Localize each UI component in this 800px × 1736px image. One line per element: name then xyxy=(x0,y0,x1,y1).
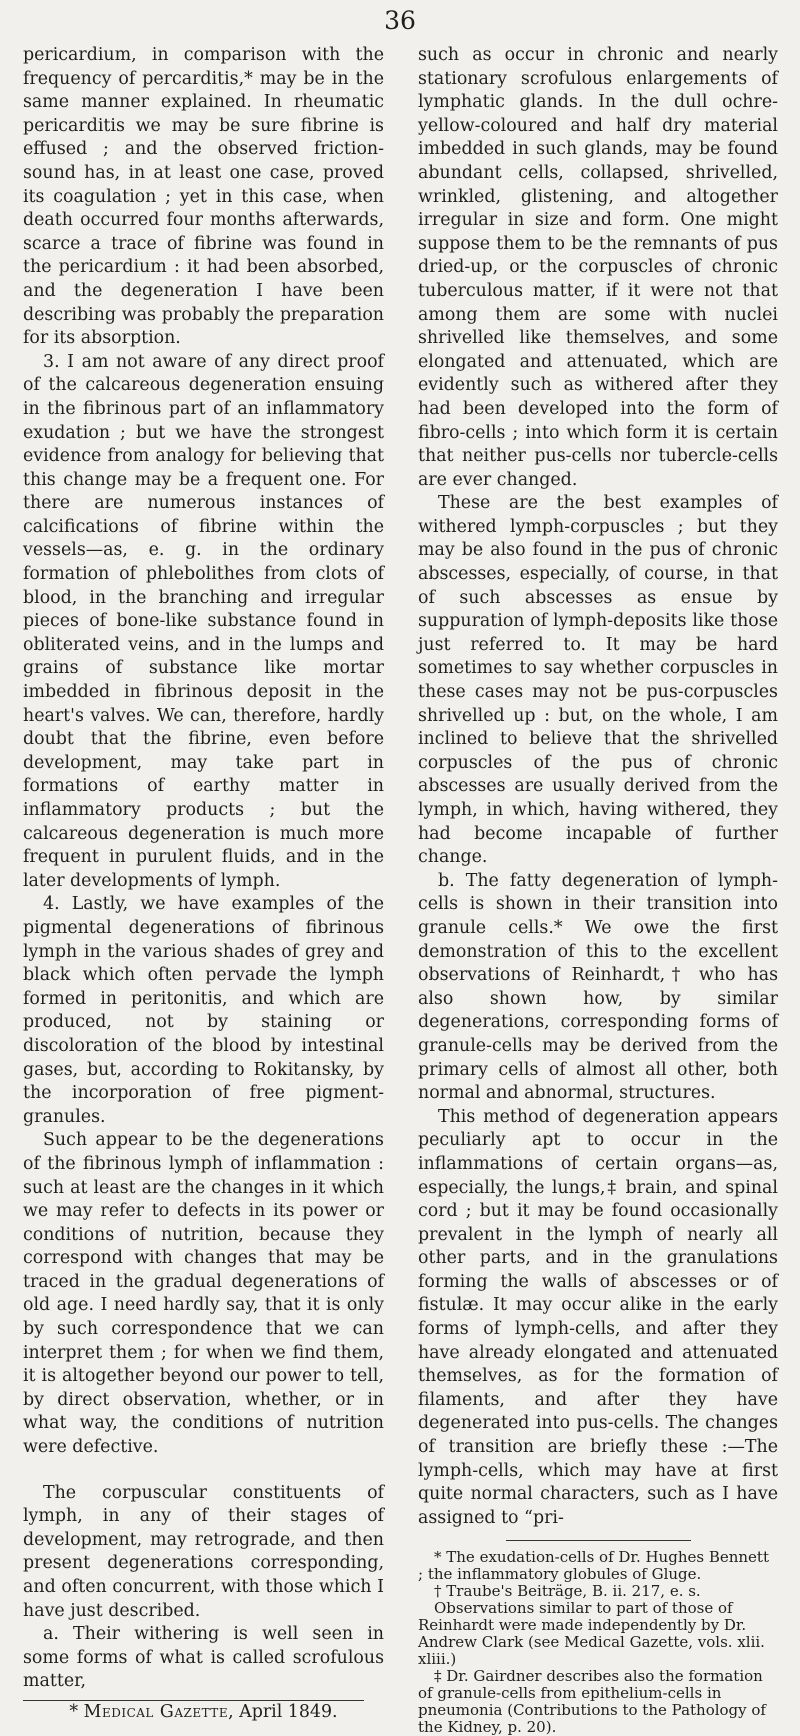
paragraph: These are the best examples of withered lymph-corpuscles ; but they may be also found in the pus of chronic abscesses, especially, of course, in that of such abscesses as ensue by suppuration of lymph-deposits like those just referred to. It may be hard sometimes to say whether corpuscles in these cases may not be pus-corpuscles shrivelled up : but, on the whole, I am inclined to believe that the shrivelled corpuscles of the pus of chronic abscesses are usually derived from the lymph, in which, having withered, they had become incapable of further change. xyxy=(418,493,778,868)
paragraph: 4. Lastly, we have examples of the pigmental degenerations of fibrinous lymph in the various shades of grey and black which often pervade the lymph formed in peritonitis, and which are produced, not by staining or discoloration of the blood by intestinal gases, but, according to Rokitansky, by the incorporation of free pigment-granules. xyxy=(23,894,384,1127)
footnote: * The exudation-cells of Dr. Hughes Bennett ; the inflammatory globules of Gluge. xyxy=(418,1548,769,1584)
paragraph: such as occur in chronic and nearly stationary scrofulous enlargements of lymphatic glands. In the dull ochre-yellow-coloured and half dry material imbedded in such glands, may be found abundant cells, collapsed, shrivelled, wrinkled, glistening, and altogether irregular in size and form. One might suppose them to be the remnants of pus dried-up, or the corpuscles of chronic tuberculous matter, if it were not that among them are some with nuclei shrivelled like themselves, and some elongated and attenuated, which are evidently such as withered after they had been developed into the form of fibro-cells ; into which form it is certain that neither pus-cells nor tubercle-cells are ever changed. xyxy=(418,45,778,490)
footnote xyxy=(23,1701,384,1725)
footnote-date: , April 1849. xyxy=(228,1701,338,1722)
footnote: † Traube's Beiträge, B. ii. 217, e. s. xyxy=(434,1582,701,1601)
footnote: Observations similar to part of those of Reinhardt were made independently by Dr. Andrew Clark (see Medical Gazette, vols. xlii. xliii.) xyxy=(418,1599,765,1669)
left-column xyxy=(23,44,384,1725)
footnote: ‡ Dr. Gairdner describes also the formation of granule-cells from epithelium-cells in pneumonia (Contributions to the Pathology of the Kidney, p. 20). xyxy=(418,1667,766,1736)
paragraph: This method of degeneration appears peculiarly apt to occur in the inflammations of certain organs—as, especially, the lungs,‡ brain, and spinal cord ; but it may be found occasionally prevalent in the lymph of nearly all other parts, and in the granulations forming the walls of abscesses or of fistulæ. It may occur alike in the early forms of lymph-cells, and after they have already elongated and attenuated themselves, as for the formation of filaments, and after they have degenerated into pus-cells. The changes of transition are briefly these :—The lymph-cells, which may have at first quite normal characters, such as I have assigned to “pri- xyxy=(418,1106,778,1528)
right-column xyxy=(418,44,778,1736)
paragraph: Such appear to be the degenerations of the fibrinous lymph of inflammation : such at least are the changes in it which we may refer to defects in its power or conditions of nutrition, because they correspond with changes that may be traced in the gradual degenerations of old age. I need hardly say, that it is only by such correspondence that we can interpret them ; for when we find them, it is altogether beyond our power to tell, by direct observation, whether, or in what way, the conditions of nutrition were defective. xyxy=(23,1130,384,1458)
paragraph: The corpuscular constituents of lymph, in any of their stages of development, may retrograde, and then present degenerations corresponding, and often concurrent, with those which I have just described. xyxy=(23,1482,384,1621)
paragraph: a. Their withering is well seen in some forms of what is called scrofulous matter, xyxy=(23,1624,384,1692)
footnote-source: Medical Gazette xyxy=(83,1701,229,1722)
paragraph: 3. I am not aware of any direct proof of the calcareous degeneration ensuing in the fibrinous part of an inflammatory exudation ; but we have the strongest evidence from analogy for believing that this change may be a frequent one. For there are numerous instances of calcifications of fibrine within the vessels—as, e. g. in the ordinary formation of phlebolithes from clots of blood, in the branching and irregular pieces of bone-like substance found in obliterated veins, and in the lumps and grains of substance like mortar imbedded in fibrinous deposit in the heart's valves. We can, therefore, hardly doubt that the fibrine, even before development, may take part in formations of earthy matter in inflammatory products ; but the calcareous degeneration is much more frequent in purulent fluids, and in the later developments of lymph. xyxy=(23,351,384,891)
footnote-marker: * xyxy=(69,1701,79,1722)
paragraph: b. The fatty degeneration of lymph-cells is shown in their transition into granule cells.* We owe the first demonstration of this to the excellent observations of Reinhardt,† who has also shown how, by similar degenerations, corresponding forms of granule-cells may be derived from the primary cells of almost all other, both normal and abnormal, structures. xyxy=(418,870,778,1104)
paragraph: pericardium, in comparison with the frequency of percarditis,* may be in the same manner explained. In rheumatic pericarditis we may be sure fibrine is effused ; and the observed friction-sound has, in at least one case, proved its coagulation ; yet in this case, when death occurred four months afterwards, scarce a trace of fibrine was found in the pericardium : it had been absorbed, and the degeneration I have been describing was probably the preparation for its absorption. xyxy=(23,45,384,349)
footnote-divider xyxy=(506,1540,691,1541)
footnotes xyxy=(418,1549,778,1736)
page-number: 36 xyxy=(384,6,416,35)
